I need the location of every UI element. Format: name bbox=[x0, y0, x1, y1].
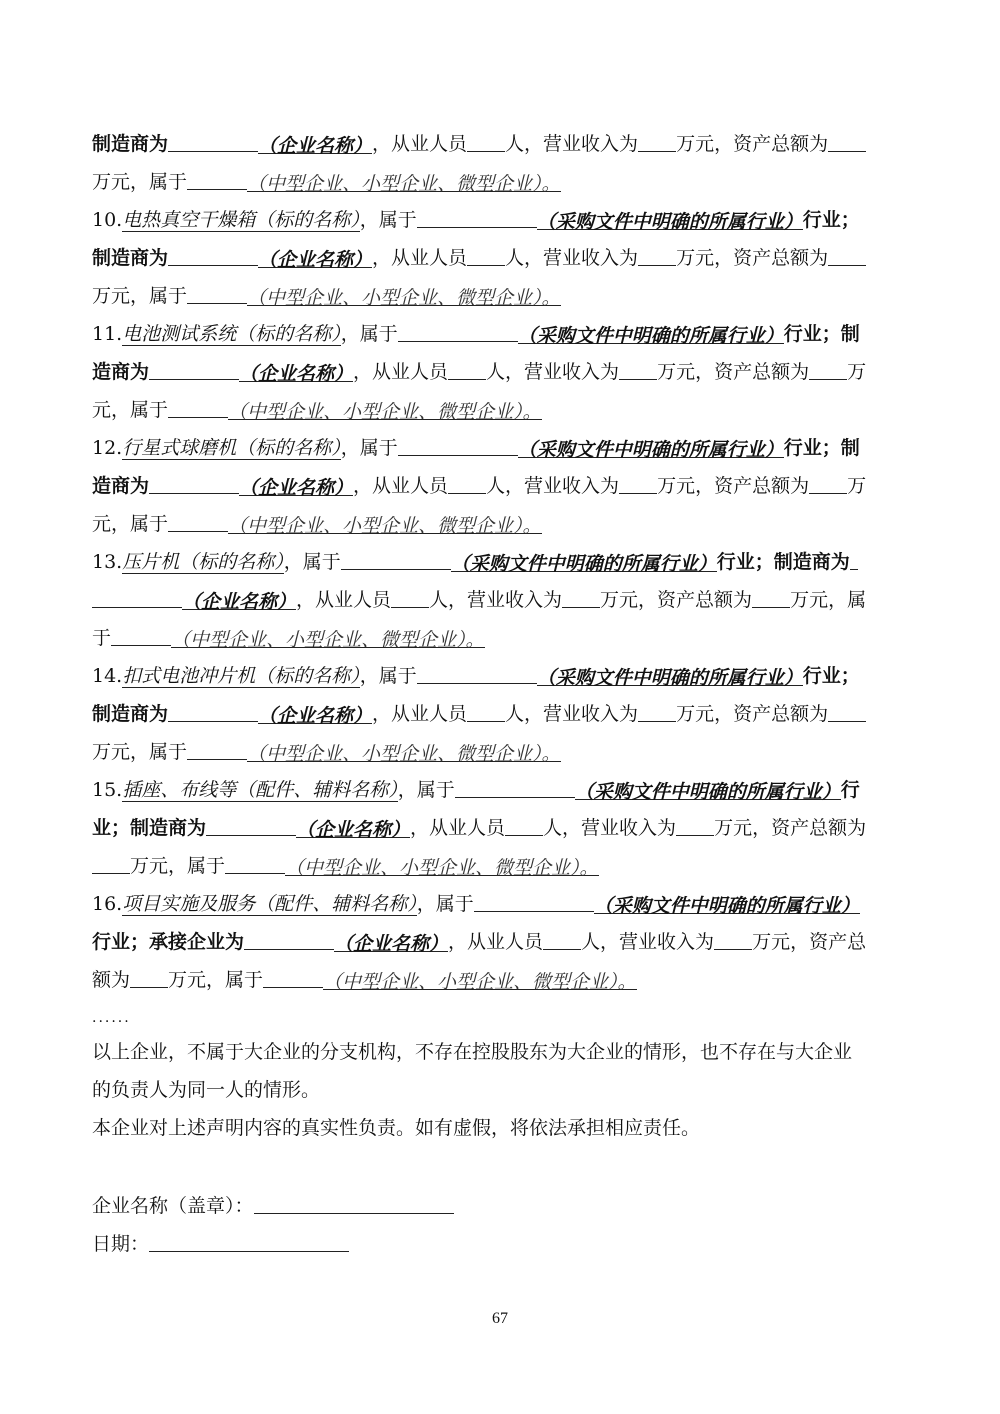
item10-line2 bbox=[92, 239, 912, 277]
subject-name: 电热真空干燥箱（标的名称） bbox=[122, 209, 360, 231]
revenue-label: 人，营业收入为 bbox=[429, 589, 563, 611]
item12-line2 bbox=[92, 467, 912, 505]
item11-line1 bbox=[92, 315, 912, 353]
staff-label: ，从业人员 bbox=[353, 361, 449, 383]
subject-name: 压片机（标的名称） bbox=[122, 551, 284, 573]
staff-label: ，从业人员 bbox=[296, 589, 392, 611]
subject-name: 扣式电池冲片机（标的名称） bbox=[122, 665, 360, 687]
item15-line3 bbox=[92, 847, 912, 885]
signature-row bbox=[92, 1187, 912, 1225]
item9-line1 bbox=[92, 125, 912, 163]
belong-label: 万元，属于 bbox=[168, 969, 264, 991]
assets-label: 万元，资产总额为 bbox=[714, 817, 867, 839]
belong-text: ，属于 bbox=[359, 209, 417, 231]
industry-placeholder: （采购文件中明确的所属行业） bbox=[518, 431, 784, 458]
revenue-label: 人，营业收入为 bbox=[486, 475, 620, 497]
manufacturer-label: 制造商为 bbox=[92, 133, 169, 155]
size-placeholder: （中型企业、小型企业、微型企业）。 bbox=[247, 279, 561, 306]
item13-line1 bbox=[92, 543, 912, 581]
belong-text: ，属于 bbox=[340, 323, 398, 345]
assets-label: 万元，资产总 bbox=[752, 931, 867, 953]
industry-placeholder: （采购文件中明确的所属行业） bbox=[537, 659, 803, 686]
industry-placeholder: （采购文件中明确的所属行业） bbox=[575, 773, 841, 800]
staff-label: ，从业人员 bbox=[448, 931, 544, 953]
wan-text: 万 bbox=[847, 475, 867, 497]
item-number: 14. bbox=[92, 665, 123, 687]
manufacturer-label: 造商为 bbox=[92, 475, 150, 497]
e-wei-text: 额为 bbox=[92, 969, 131, 991]
size-placeholder: （中型企业、小型企业、微型企业）。 bbox=[228, 507, 542, 534]
wan-text: 万 bbox=[847, 361, 867, 383]
subject-name: 电池测试系统（标的名称） bbox=[122, 323, 341, 345]
staff-label: ，从业人员 bbox=[353, 475, 449, 497]
item15-line1 bbox=[92, 771, 912, 809]
item11-line2 bbox=[92, 353, 912, 391]
industry-tail: 行业； bbox=[802, 209, 860, 231]
size-placeholder: （中型企业、小型企业、微型企业）。 bbox=[285, 849, 599, 876]
company-placeholder: （企业名称） bbox=[239, 469, 353, 496]
company-placeholder: （企业名称） bbox=[334, 925, 448, 952]
subject-name: 插座、布线等（配件、辅料名称） bbox=[122, 779, 398, 801]
size-placeholder: （中型企业、小型企业、微型企业）。 bbox=[228, 393, 542, 420]
belong-text: ，属于 bbox=[340, 437, 398, 459]
revenue-label: 人，营业收入为 bbox=[505, 247, 639, 269]
item13-line2 bbox=[92, 581, 912, 619]
item-number: 16. bbox=[92, 893, 123, 915]
industry-placeholder: （采购文件中明确的所属行业） bbox=[594, 887, 860, 914]
item16-line2 bbox=[92, 923, 912, 961]
manufacturer-label: 制造商为 bbox=[92, 247, 169, 269]
item-number: 12. bbox=[92, 437, 123, 459]
wan-yuan-text: 万元，属 bbox=[790, 589, 867, 611]
company-seal-field[interactable] bbox=[254, 1187, 454, 1214]
industry-tail: 行业； bbox=[802, 665, 860, 687]
item12-line1 bbox=[92, 429, 912, 467]
company-placeholder: （企业名称） bbox=[182, 583, 296, 610]
belong-label: 于 bbox=[92, 627, 112, 649]
belong-label: 元，属于 bbox=[92, 513, 169, 535]
subject-name: 项目实施及服务（配件、辅料名称） bbox=[122, 893, 417, 915]
item-number: 11. bbox=[92, 323, 123, 345]
size-placeholder: （中型企业、小型企业、微型企业）。 bbox=[247, 735, 561, 762]
date-label: 日期： bbox=[92, 1233, 150, 1255]
company-placeholder: （企业名称） bbox=[239, 355, 353, 382]
contractor-label: 行业；承接企业为 bbox=[92, 931, 245, 953]
belong-label: 万元，属于 bbox=[130, 855, 226, 877]
subject-name: 行星式球磨机（标的名称） bbox=[122, 437, 341, 459]
company-placeholder: （企业名称） bbox=[258, 241, 372, 268]
manufacturer-label: 制造商为 bbox=[92, 703, 169, 725]
assets-label: 万元，资产总额为 bbox=[676, 247, 829, 269]
date-row bbox=[92, 1225, 912, 1263]
belong-text: ，属于 bbox=[283, 551, 341, 573]
revenue-label: 人，营业收入为 bbox=[543, 817, 677, 839]
industry-tail: 行业；制 bbox=[783, 323, 860, 345]
belong-label: 元，属于 bbox=[92, 399, 169, 421]
declaration-para1-line1: 以上企业，不属于大企业的分支机构，不存在控股股东为大企业的情形，也不存在与大企业 bbox=[92, 1041, 853, 1063]
company-seal-label: 企业名称（盖章）： bbox=[92, 1195, 254, 1217]
assets-label: 万元，资产总额为 bbox=[676, 703, 829, 725]
belong-label: 万元，属于 bbox=[92, 285, 188, 307]
item-number: 10. bbox=[92, 209, 123, 231]
item12-line3 bbox=[92, 505, 912, 543]
item11-line3 bbox=[92, 391, 912, 429]
manufacturer-label: 造商为 bbox=[92, 361, 150, 383]
staff-label: ，从业人员 bbox=[372, 133, 468, 155]
item-number: 15. bbox=[92, 779, 123, 801]
staff-label: ，从业人员 bbox=[372, 703, 468, 725]
revenue-label: 人，营业收入为 bbox=[581, 931, 715, 953]
belong-text: ，属于 bbox=[397, 779, 455, 801]
declaration-para1-line2: 的负责人为同一人的情形。 bbox=[92, 1079, 321, 1101]
industry-placeholder: （采购文件中明确的所属行业） bbox=[537, 203, 803, 230]
assets-label: 万元，资产总额为 bbox=[657, 361, 810, 383]
revenue-label: 人，营业收入为 bbox=[505, 133, 639, 155]
industry-tail: 行业；制造商为 bbox=[716, 551, 850, 573]
industry-placeholder: （采购文件中明确的所属行业） bbox=[518, 317, 784, 344]
page-number: 67 bbox=[492, 1310, 508, 1327]
company-placeholder: （企业名称） bbox=[296, 811, 410, 838]
item14-line3 bbox=[92, 733, 912, 771]
belong-text: ，属于 bbox=[416, 893, 474, 915]
staff-label: ，从业人员 bbox=[372, 247, 468, 269]
manufacturer-label: 业；制造商为 bbox=[92, 817, 207, 839]
industry-tail: 行业；制 bbox=[783, 437, 860, 459]
item15-line2 bbox=[92, 809, 912, 847]
assets-label: 万元，资产总额为 bbox=[600, 589, 753, 611]
industry-tail: 行 bbox=[840, 779, 860, 801]
revenue-label: 人，营业收入为 bbox=[486, 361, 620, 383]
item14-line2 bbox=[92, 695, 912, 733]
assets-label: 万元，资产总额为 bbox=[676, 133, 829, 155]
revenue-label: 人，营业收入为 bbox=[505, 703, 639, 725]
industry-placeholder: （采购文件中明确的所属行业） bbox=[451, 545, 717, 572]
item16-line1 bbox=[92, 885, 912, 923]
item13-line3 bbox=[92, 619, 912, 657]
belong-text: ，属于 bbox=[359, 665, 417, 687]
ellipsis: ...... bbox=[92, 1010, 131, 1026]
staff-label: ，从业人员 bbox=[410, 817, 506, 839]
belong-label: 万元，属于 bbox=[92, 171, 188, 193]
size-placeholder: （中型企业、小型企业、微型企业）。 bbox=[171, 621, 485, 648]
assets-label: 万元，资产总额为 bbox=[657, 475, 810, 497]
item14-line1 bbox=[92, 657, 912, 695]
company-placeholder: （企业名称） bbox=[258, 697, 372, 724]
belong-label: 万元，属于 bbox=[92, 741, 188, 763]
declaration-para2: 本企业对上述声明内容的真实性负责。如有虚假，将依法承担相应责任。 bbox=[92, 1117, 701, 1139]
item10-line1 bbox=[92, 201, 912, 239]
date-field[interactable] bbox=[149, 1225, 349, 1252]
company-placeholder: （企业名称） bbox=[258, 127, 372, 154]
item-number: 13. bbox=[92, 551, 123, 573]
item10-line3 bbox=[92, 277, 912, 315]
item16-line3 bbox=[92, 961, 912, 999]
size-placeholder: （中型企业、小型企业、微型企业）。 bbox=[323, 963, 637, 990]
size-placeholder: （中型企业、小型企业、微型企业）。 bbox=[247, 165, 561, 192]
item9-line2 bbox=[92, 163, 912, 201]
